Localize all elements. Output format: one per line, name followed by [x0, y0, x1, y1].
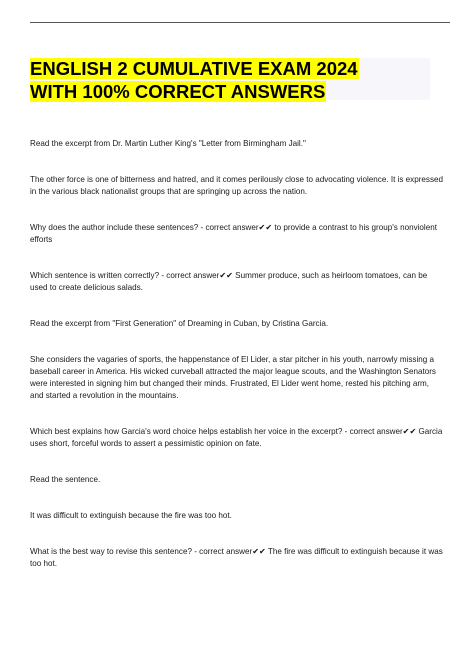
document-title	[30, 57, 359, 103]
paragraph-question-4: What is the best way to revise this sentence? - correct answer✔✔ The fire was difficult to extinguish because it was too hot.	[30, 547, 443, 568]
paragraph-question-2: Which sentence is written correctly? - correct answer✔✔ Summer produce, such as heirloom tomatoes, can be used to create delicious salads.	[30, 271, 428, 292]
paragraph-intro-king: Read the excerpt from Dr. Martin Luther King's "Letter from Birmingham Jail."	[30, 139, 306, 148]
paragraph-question-3: Which best explains how Garcia's word choice helps establish her voice in the excerpt? - correct answer✔✔ Garcia uses short, forceful words to assert a pessimistic opinion on fate.	[30, 427, 443, 448]
paragraph-question-1: Why does the author include these sentences? - correct answer✔✔ to provide a contrast to his group's nonviolent efforts	[30, 223, 437, 244]
top-divider	[30, 22, 450, 23]
paragraph-king-excerpt: The other force is one of bitterness and hatred, and it comes perilously close to advocating violence. It is expressed in the various black nationalist groups that are springing up across the nation.	[30, 175, 444, 196]
title-line-2: WITH 100% CORRECT ANSWERS	[30, 81, 326, 102]
paragraph-read-sentence: Read the sentence.	[30, 475, 101, 484]
paragraph-intro-garcia: Read the excerpt from "First Generation" of Dreaming in Cuban, by Cristina Garcia.	[30, 319, 329, 328]
paragraph-sentence: It was difficult to extinguish because the fire was too hot.	[30, 511, 232, 520]
paragraph-garcia-excerpt: She considers the vagaries of sports, the happenstance of El Lider, a star pitcher in his youth, narrowly missing a baseball career in America. His wicked curveball attracted the major league scouts, and the Washington Senators were interested in signing him but changed their minds. Frustrated, El Lider went home, rested his pitching arm, and started a revolution in the mountains.	[30, 355, 436, 400]
title-line-1: ENGLISH 2 CUMULATIVE EXAM 2024	[30, 58, 358, 79]
